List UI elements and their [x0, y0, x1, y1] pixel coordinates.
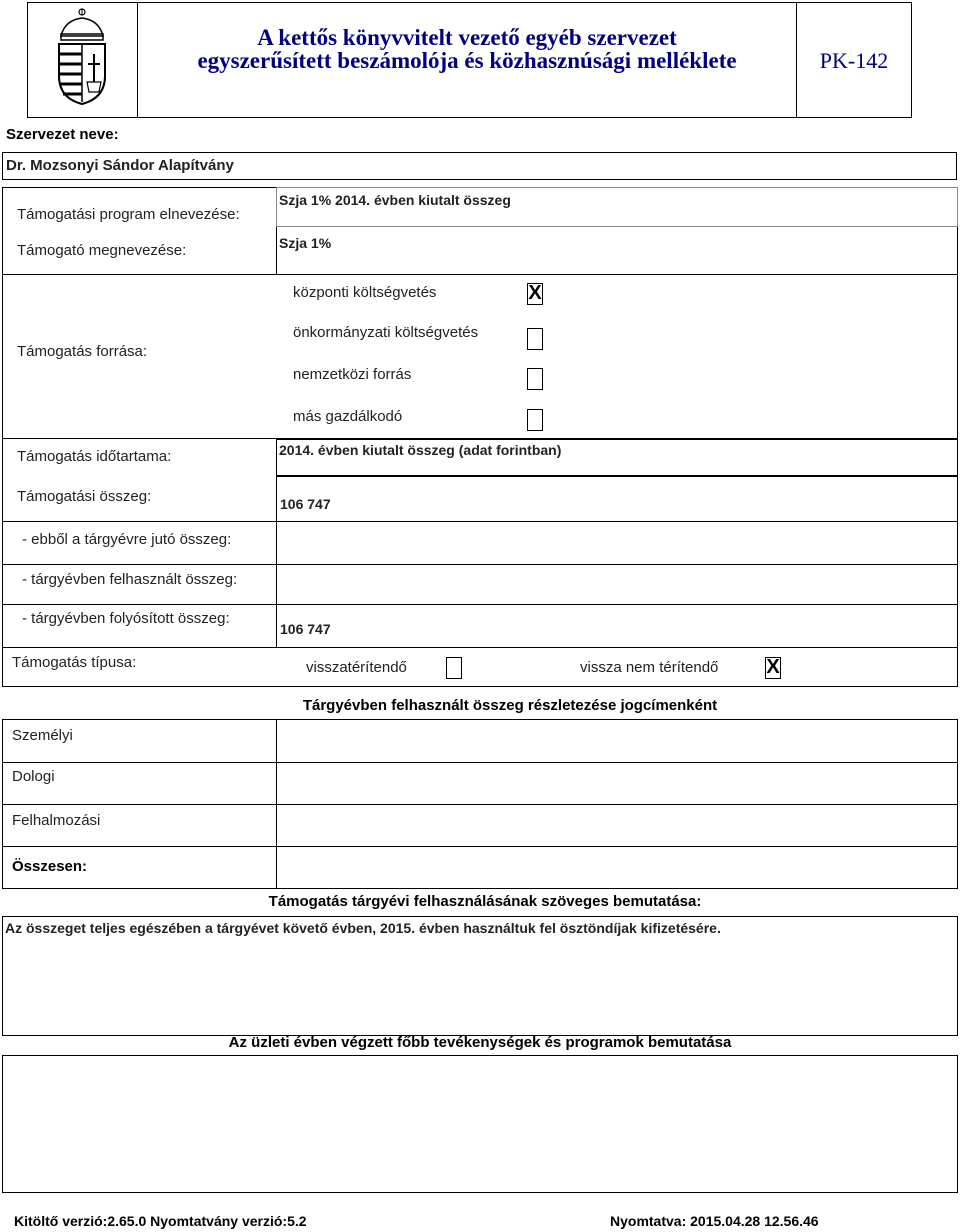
- label-divider-4: [2, 564, 277, 565]
- form-title-line1: A kettős könyvvitelt vezető egyéb szervezet: [257, 25, 677, 50]
- form-code: PK-142: [819, 48, 889, 73]
- usage-text: Az összeget teljes egészében a tárgyévet követő évben, 2015. évben használtuk fel ösztöndíjak kifizetésére.: [5, 920, 721, 936]
- breakdown-row-label: Személyi: [12, 727, 73, 744]
- support-type-label: Támogatás típusa:: [12, 654, 137, 671]
- footer-version: Kitöltő verzió:2.65.0 Nyomtatvány verzió:5.2: [14, 1213, 307, 1229]
- source-label: Támogatás forrása:: [17, 343, 148, 360]
- form-title-line2: egyszerűsített beszámolója és közhasznúsági melléklete: [197, 48, 737, 73]
- footer-print-date: Nyomtatva: 2015.04.28 12.56.46: [610, 1213, 819, 1229]
- org-name-value: Dr. Mozsonyi Sándor Alapítvány: [6, 157, 234, 174]
- used-amount-label: - tárgyévben felhasznált összeg:: [22, 571, 238, 588]
- breakdown-column-divider: [276, 719, 277, 889]
- org-name-label: Szervezet neve:: [6, 126, 119, 143]
- activities-text-field[interactable]: [2, 1055, 958, 1193]
- support-amount-field[interactable]: [276, 476, 958, 522]
- refundable-checkbox[interactable]: [446, 657, 462, 679]
- source-option-checkbox[interactable]: [527, 368, 543, 390]
- nonrefundable-label: vissza nem térítendő: [580, 659, 719, 676]
- breakdown-divider-3: [2, 846, 958, 847]
- label-divider-1: [2, 274, 958, 275]
- support-amount-value: 106 747: [280, 496, 331, 512]
- year-amount-label: - ebből a tárgyévre jutó összeg:: [22, 531, 232, 548]
- supporter-value: Szja 1%: [279, 235, 332, 251]
- label-divider-6: [2, 647, 958, 648]
- duration-value: 2014. évben kiutalt összeg (adat forintban): [279, 442, 562, 458]
- paid-amount-label: - tárgyévben folyósított összeg:: [22, 610, 230, 627]
- activities-heading: Az üzleti évben végzett főbb tevékenységek és programok bemutatása: [228, 1034, 732, 1051]
- refundable-label: visszatérítendő: [306, 659, 407, 676]
- coat-of-arms-icon: [51, 6, 113, 108]
- supporter-label: Támogató megnevezése:: [17, 242, 187, 259]
- program-name-label: Támogatási program elnevezése:: [17, 206, 240, 223]
- source-option-checkbox[interactable]: [527, 409, 543, 431]
- source-option-label: más gazdálkodó: [293, 408, 403, 425]
- paid-amount-field[interactable]: [276, 604, 958, 648]
- program-name-value: Szja 1% 2014. évben kiutalt összeg: [279, 192, 511, 208]
- nonrefundable-checkbox[interactable]: X: [766, 656, 780, 678]
- support-amount-label: Támogatási összeg:: [17, 488, 152, 505]
- source-option-label: nemzetközi forrás: [293, 366, 412, 383]
- breakdown-heading: Tárgyévben felhasznált összeg részletezése jogcímenként: [302, 697, 718, 714]
- year-amount-field[interactable]: [276, 521, 958, 565]
- label-divider-5: [2, 604, 277, 605]
- paid-amount-value: 106 747: [280, 621, 331, 637]
- source-option-label: központi költségvetés: [293, 284, 437, 301]
- breakdown-divider-1: [2, 762, 958, 763]
- breakdown-divider-2: [2, 804, 958, 805]
- breakdown-row-label: Felhalmozási: [12, 812, 101, 829]
- used-amount-field[interactable]: [276, 564, 958, 605]
- source-option-label: önkormányzati költségvetés: [293, 324, 479, 341]
- source-option-checkbox[interactable]: [527, 328, 543, 350]
- usage-heading: Támogatás tárgyévi felhasználásának szöveges bemutatása:: [268, 893, 702, 910]
- duration-label: Támogatás időtartama:: [17, 448, 172, 465]
- source-option-checkbox[interactable]: X: [528, 282, 542, 304]
- breakdown-row-label: Dologi: [12, 768, 55, 785]
- label-divider-3: [2, 521, 277, 522]
- breakdown-total-label: Összesen:: [12, 858, 88, 875]
